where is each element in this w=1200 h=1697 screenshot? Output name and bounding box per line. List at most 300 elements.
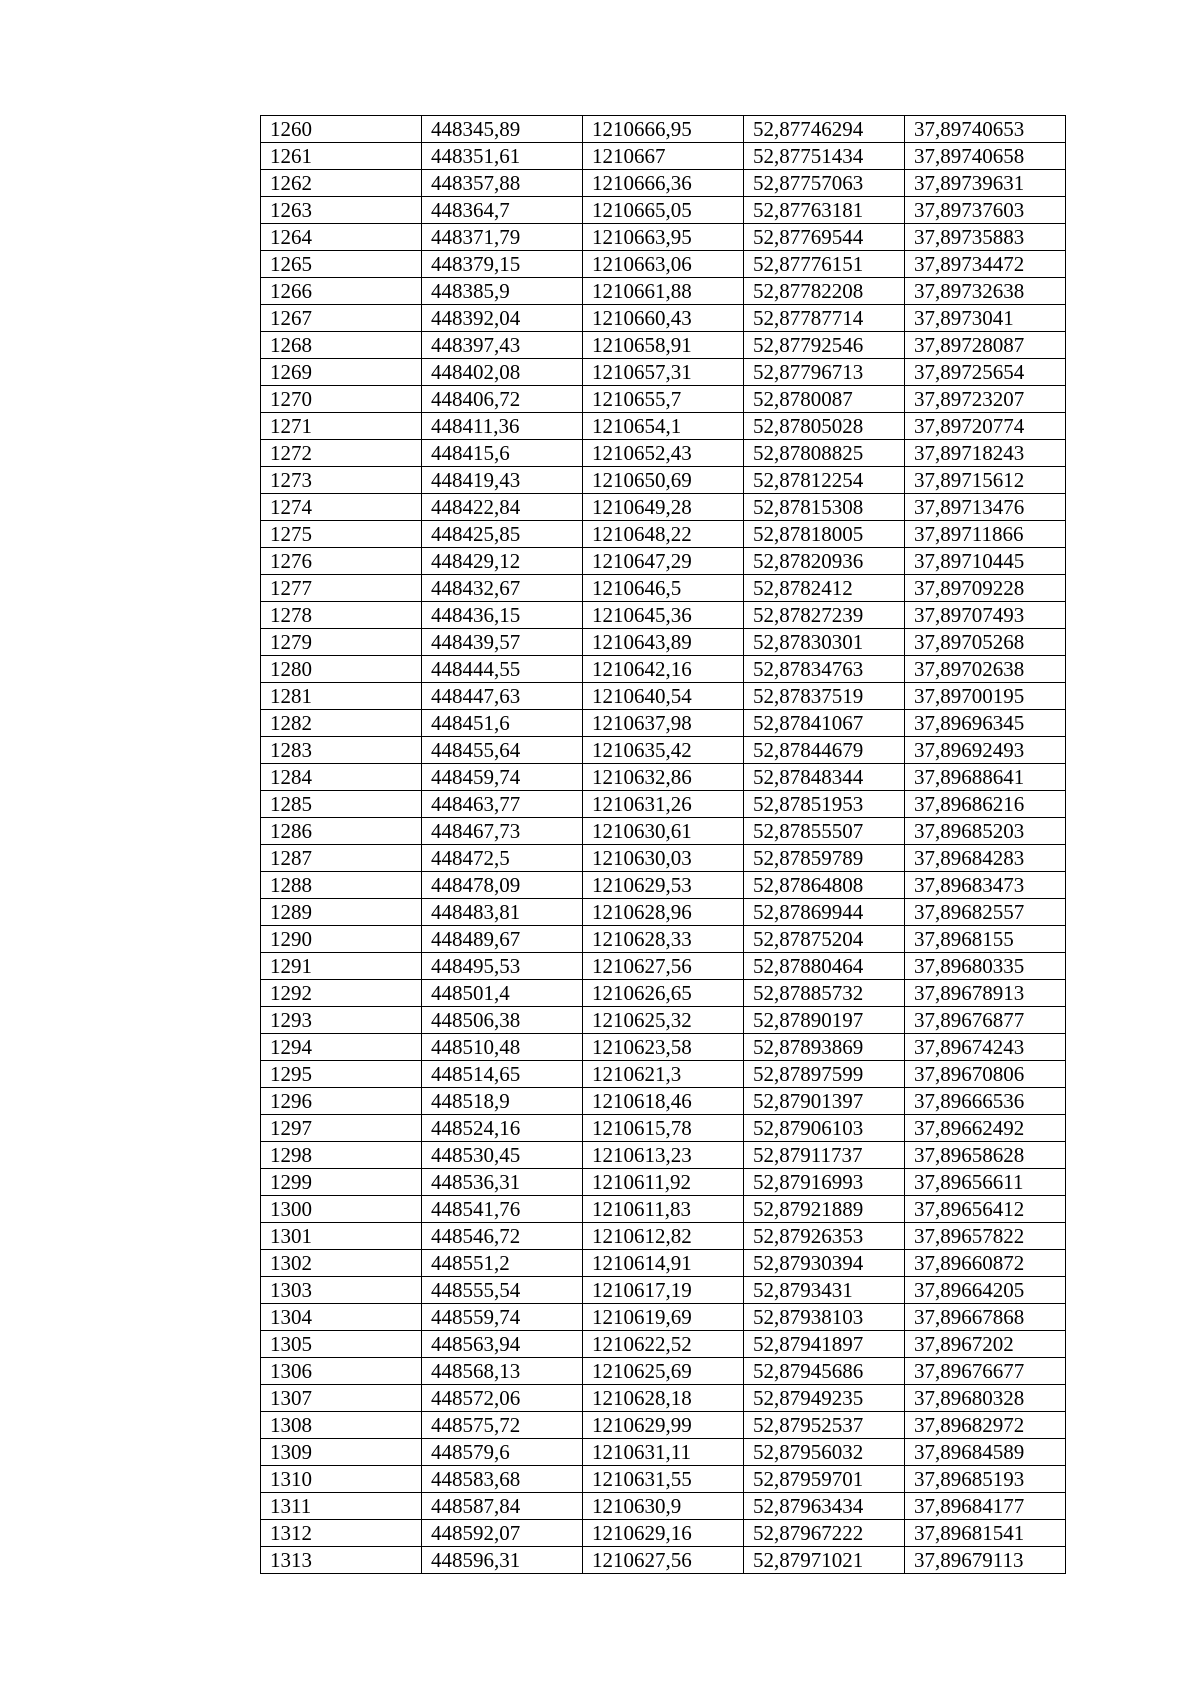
point-number-cell: 1309 [261, 1439, 422, 1466]
y-coordinate-cell: 1210666,95 [583, 116, 744, 143]
x-coordinate-cell: 448483,81 [422, 899, 583, 926]
point-number-cell: 1300 [261, 1196, 422, 1223]
x-coordinate-cell: 448379,15 [422, 251, 583, 278]
longitude-cell: 37,89685203 [905, 818, 1066, 845]
table-row [261, 1277, 1066, 1304]
y-coordinate-cell: 1210642,16 [583, 656, 744, 683]
longitude-cell: 37,89702638 [905, 656, 1066, 683]
point-number-cell: 1263 [261, 197, 422, 224]
latitude-cell: 52,87941897 [744, 1331, 905, 1358]
y-coordinate-cell: 1210630,03 [583, 845, 744, 872]
table-row [261, 845, 1066, 872]
longitude-cell: 37,89740653 [905, 116, 1066, 143]
y-coordinate-cell: 1210667 [583, 143, 744, 170]
longitude-cell: 37,89657822 [905, 1223, 1066, 1250]
table-row [261, 1547, 1066, 1574]
y-coordinate-cell: 1210612,82 [583, 1223, 744, 1250]
table-row [261, 359, 1066, 386]
longitude-cell: 37,89686216 [905, 791, 1066, 818]
table-row [261, 1088, 1066, 1115]
table-row [261, 1439, 1066, 1466]
y-coordinate-cell: 1210654,1 [583, 413, 744, 440]
latitude-cell: 52,87921889 [744, 1196, 905, 1223]
point-number-cell: 1268 [261, 332, 422, 359]
y-coordinate-cell: 1210660,43 [583, 305, 744, 332]
latitude-cell: 52,87926353 [744, 1223, 905, 1250]
longitude-cell: 37,89734472 [905, 251, 1066, 278]
x-coordinate-cell: 448357,88 [422, 170, 583, 197]
x-coordinate-cell: 448371,79 [422, 224, 583, 251]
y-coordinate-cell: 1210647,29 [583, 548, 744, 575]
latitude-cell: 52,87782208 [744, 278, 905, 305]
point-number-cell: 1311 [261, 1493, 422, 1520]
latitude-cell: 52,87769544 [744, 224, 905, 251]
x-coordinate-cell: 448572,06 [422, 1385, 583, 1412]
x-coordinate-cell: 448510,48 [422, 1034, 583, 1061]
table-row [261, 1196, 1066, 1223]
table-row [261, 926, 1066, 953]
table-row [261, 1412, 1066, 1439]
x-coordinate-cell: 448530,45 [422, 1142, 583, 1169]
longitude-cell: 37,89740658 [905, 143, 1066, 170]
longitude-cell: 37,89718243 [905, 440, 1066, 467]
x-coordinate-cell: 448546,72 [422, 1223, 583, 1250]
longitude-cell: 37,89713476 [905, 494, 1066, 521]
table-row [261, 1358, 1066, 1385]
y-coordinate-cell: 1210666,36 [583, 170, 744, 197]
x-coordinate-cell: 448583,68 [422, 1466, 583, 1493]
latitude-cell: 52,87930394 [744, 1250, 905, 1277]
latitude-cell: 52,87837519 [744, 683, 905, 710]
point-number-cell: 1296 [261, 1088, 422, 1115]
point-number-cell: 1262 [261, 170, 422, 197]
y-coordinate-cell: 1210623,58 [583, 1034, 744, 1061]
x-coordinate-cell: 448422,84 [422, 494, 583, 521]
x-coordinate-cell: 448587,84 [422, 1493, 583, 1520]
table-row [261, 143, 1066, 170]
y-coordinate-cell: 1210645,36 [583, 602, 744, 629]
latitude-cell: 52,87820936 [744, 548, 905, 575]
latitude-cell: 52,87830301 [744, 629, 905, 656]
x-coordinate-cell: 448451,6 [422, 710, 583, 737]
y-coordinate-cell: 1210619,69 [583, 1304, 744, 1331]
latitude-cell: 52,87827239 [744, 602, 905, 629]
table-row [261, 1520, 1066, 1547]
latitude-cell: 52,87855507 [744, 818, 905, 845]
x-coordinate-cell: 448514,65 [422, 1061, 583, 1088]
point-number-cell: 1299 [261, 1169, 422, 1196]
x-coordinate-cell: 448436,15 [422, 602, 583, 629]
longitude-cell: 37,89681541 [905, 1520, 1066, 1547]
latitude-cell: 52,87901397 [744, 1088, 905, 1115]
x-coordinate-cell: 448411,36 [422, 413, 583, 440]
latitude-cell: 52,8793431 [744, 1277, 905, 1304]
y-coordinate-cell: 1210630,61 [583, 818, 744, 845]
y-coordinate-cell: 1210626,65 [583, 980, 744, 1007]
y-coordinate-cell: 1210663,95 [583, 224, 744, 251]
y-coordinate-cell: 1210611,83 [583, 1196, 744, 1223]
latitude-cell: 52,87805028 [744, 413, 905, 440]
x-coordinate-cell: 448444,55 [422, 656, 583, 683]
table-row [261, 602, 1066, 629]
table-row [261, 710, 1066, 737]
table-row [261, 1142, 1066, 1169]
longitude-cell: 37,89680335 [905, 953, 1066, 980]
x-coordinate-cell: 448563,94 [422, 1331, 583, 1358]
y-coordinate-cell: 1210613,23 [583, 1142, 744, 1169]
latitude-cell: 52,87956032 [744, 1439, 905, 1466]
point-number-cell: 1290 [261, 926, 422, 953]
y-coordinate-cell: 1210618,46 [583, 1088, 744, 1115]
y-coordinate-cell: 1210628,33 [583, 926, 744, 953]
y-coordinate-cell: 1210661,88 [583, 278, 744, 305]
y-coordinate-cell: 1210631,26 [583, 791, 744, 818]
table-row [261, 305, 1066, 332]
table-row [261, 818, 1066, 845]
longitude-cell: 37,89674243 [905, 1034, 1066, 1061]
longitude-cell: 37,89676677 [905, 1358, 1066, 1385]
x-coordinate-cell: 448524,16 [422, 1115, 583, 1142]
longitude-cell: 37,8967202 [905, 1331, 1066, 1358]
longitude-cell: 37,89705268 [905, 629, 1066, 656]
latitude-cell: 52,87911737 [744, 1142, 905, 1169]
longitude-cell: 37,89709228 [905, 575, 1066, 602]
point-number-cell: 1312 [261, 1520, 422, 1547]
x-coordinate-cell: 448551,2 [422, 1250, 583, 1277]
latitude-cell: 52,87869944 [744, 899, 905, 926]
latitude-cell: 52,87746294 [744, 116, 905, 143]
x-coordinate-cell: 448351,61 [422, 143, 583, 170]
table-row [261, 1466, 1066, 1493]
longitude-cell: 37,89739631 [905, 170, 1066, 197]
table-row [261, 1304, 1066, 1331]
longitude-cell: 37,89710445 [905, 548, 1066, 575]
point-number-cell: 1270 [261, 386, 422, 413]
point-number-cell: 1306 [261, 1358, 422, 1385]
point-number-cell: 1277 [261, 575, 422, 602]
longitude-cell: 37,89670806 [905, 1061, 1066, 1088]
longitude-cell: 37,89658628 [905, 1142, 1066, 1169]
latitude-cell: 52,87875204 [744, 926, 905, 953]
point-number-cell: 1293 [261, 1007, 422, 1034]
y-coordinate-cell: 1210629,16 [583, 1520, 744, 1547]
point-number-cell: 1295 [261, 1061, 422, 1088]
table-row [261, 629, 1066, 656]
point-number-cell: 1283 [261, 737, 422, 764]
point-number-cell: 1273 [261, 467, 422, 494]
latitude-cell: 52,87906103 [744, 1115, 905, 1142]
point-number-cell: 1282 [261, 710, 422, 737]
longitude-cell: 37,89723207 [905, 386, 1066, 413]
x-coordinate-cell: 448541,76 [422, 1196, 583, 1223]
table-row [261, 413, 1066, 440]
table-row [261, 251, 1066, 278]
longitude-cell: 37,89667868 [905, 1304, 1066, 1331]
longitude-cell: 37,8973041 [905, 305, 1066, 332]
latitude-cell: 52,87815308 [744, 494, 905, 521]
longitude-cell: 37,89707493 [905, 602, 1066, 629]
x-coordinate-cell: 448455,64 [422, 737, 583, 764]
longitude-cell: 37,89735883 [905, 224, 1066, 251]
table-row [261, 1493, 1066, 1520]
point-number-cell: 1289 [261, 899, 422, 926]
x-coordinate-cell: 448559,74 [422, 1304, 583, 1331]
point-number-cell: 1265 [261, 251, 422, 278]
point-number-cell: 1310 [261, 1466, 422, 1493]
table-row [261, 548, 1066, 575]
table-row [261, 872, 1066, 899]
point-number-cell: 1294 [261, 1034, 422, 1061]
point-number-cell: 1286 [261, 818, 422, 845]
point-number-cell: 1266 [261, 278, 422, 305]
y-coordinate-cell: 1210611,92 [583, 1169, 744, 1196]
y-coordinate-cell: 1210628,96 [583, 899, 744, 926]
point-number-cell: 1307 [261, 1385, 422, 1412]
y-coordinate-cell: 1210630,9 [583, 1493, 744, 1520]
latitude-cell: 52,87949235 [744, 1385, 905, 1412]
x-coordinate-cell: 448518,9 [422, 1088, 583, 1115]
x-coordinate-cell: 448385,9 [422, 278, 583, 305]
x-coordinate-cell: 448501,4 [422, 980, 583, 1007]
x-coordinate-cell: 448397,43 [422, 332, 583, 359]
point-number-cell: 1292 [261, 980, 422, 1007]
longitude-cell: 37,89666536 [905, 1088, 1066, 1115]
table-row [261, 953, 1066, 980]
longitude-cell: 37,89662492 [905, 1115, 1066, 1142]
y-coordinate-cell: 1210635,42 [583, 737, 744, 764]
point-number-cell: 1278 [261, 602, 422, 629]
table-row [261, 899, 1066, 926]
x-coordinate-cell: 448415,6 [422, 440, 583, 467]
y-coordinate-cell: 1210617,19 [583, 1277, 744, 1304]
point-number-cell: 1313 [261, 1547, 422, 1574]
point-number-cell: 1279 [261, 629, 422, 656]
latitude-cell: 52,8782412 [744, 575, 905, 602]
latitude-cell: 52,87885732 [744, 980, 905, 1007]
y-coordinate-cell: 1210657,31 [583, 359, 744, 386]
latitude-cell: 52,87963434 [744, 1493, 905, 1520]
point-number-cell: 1260 [261, 116, 422, 143]
x-coordinate-cell: 448506,38 [422, 1007, 583, 1034]
longitude-cell: 37,89683473 [905, 872, 1066, 899]
latitude-cell: 52,87841067 [744, 710, 905, 737]
longitude-cell: 37,89737603 [905, 197, 1066, 224]
table-row [261, 764, 1066, 791]
point-number-cell: 1304 [261, 1304, 422, 1331]
latitude-cell: 52,87938103 [744, 1304, 905, 1331]
latitude-cell: 52,87848344 [744, 764, 905, 791]
longitude-cell: 37,89684177 [905, 1493, 1066, 1520]
longitude-cell: 37,89732638 [905, 278, 1066, 305]
x-coordinate-cell: 448489,67 [422, 926, 583, 953]
latitude-cell: 52,87893869 [744, 1034, 905, 1061]
y-coordinate-cell: 1210629,53 [583, 872, 744, 899]
longitude-cell: 37,89725654 [905, 359, 1066, 386]
point-number-cell: 1291 [261, 953, 422, 980]
x-coordinate-cell: 448345,89 [422, 116, 583, 143]
y-coordinate-cell: 1210631,55 [583, 1466, 744, 1493]
longitude-cell: 37,89684283 [905, 845, 1066, 872]
table-row [261, 440, 1066, 467]
y-coordinate-cell: 1210622,52 [583, 1331, 744, 1358]
longitude-cell: 37,89664205 [905, 1277, 1066, 1304]
latitude-cell: 52,87959701 [744, 1466, 905, 1493]
point-number-cell: 1302 [261, 1250, 422, 1277]
longitude-cell: 37,89696345 [905, 710, 1066, 737]
y-coordinate-cell: 1210627,56 [583, 1547, 744, 1574]
latitude-cell: 52,87864808 [744, 872, 905, 899]
latitude-cell: 52,87844679 [744, 737, 905, 764]
longitude-cell: 37,89711866 [905, 521, 1066, 548]
table-row [261, 737, 1066, 764]
point-number-cell: 1287 [261, 845, 422, 872]
longitude-cell: 37,89692493 [905, 737, 1066, 764]
longitude-cell: 37,89682557 [905, 899, 1066, 926]
latitude-cell: 52,87812254 [744, 467, 905, 494]
x-coordinate-cell: 448419,43 [422, 467, 583, 494]
x-coordinate-cell: 448463,77 [422, 791, 583, 818]
table-row [261, 1250, 1066, 1277]
point-number-cell: 1269 [261, 359, 422, 386]
point-number-cell: 1275 [261, 521, 422, 548]
x-coordinate-cell: 448596,31 [422, 1547, 583, 1574]
longitude-cell: 37,89684589 [905, 1439, 1066, 1466]
x-coordinate-cell: 448425,85 [422, 521, 583, 548]
table-row [261, 1223, 1066, 1250]
y-coordinate-cell: 1210643,89 [583, 629, 744, 656]
y-coordinate-cell: 1210646,5 [583, 575, 744, 602]
latitude-cell: 52,87851953 [744, 791, 905, 818]
table-row [261, 791, 1066, 818]
table-row [261, 980, 1066, 1007]
latitude-cell: 52,87834763 [744, 656, 905, 683]
x-coordinate-cell: 448364,7 [422, 197, 583, 224]
y-coordinate-cell: 1210629,99 [583, 1412, 744, 1439]
point-number-cell: 1264 [261, 224, 422, 251]
y-coordinate-cell: 1210665,05 [583, 197, 744, 224]
y-coordinate-cell: 1210632,86 [583, 764, 744, 791]
longitude-cell: 37,89685193 [905, 1466, 1066, 1493]
table-row [261, 494, 1066, 521]
x-coordinate-cell: 448429,12 [422, 548, 583, 575]
x-coordinate-cell: 448406,72 [422, 386, 583, 413]
longitude-cell: 37,89682972 [905, 1412, 1066, 1439]
latitude-cell: 52,87971021 [744, 1547, 905, 1574]
longitude-cell: 37,89728087 [905, 332, 1066, 359]
point-number-cell: 1276 [261, 548, 422, 575]
table-row [261, 467, 1066, 494]
y-coordinate-cell: 1210648,22 [583, 521, 744, 548]
y-coordinate-cell: 1210614,91 [583, 1250, 744, 1277]
latitude-cell: 52,87776151 [744, 251, 905, 278]
table-row [261, 1169, 1066, 1196]
y-coordinate-cell: 1210649,28 [583, 494, 744, 521]
table-row [261, 656, 1066, 683]
table-row [261, 116, 1066, 143]
longitude-cell: 37,89656611 [905, 1169, 1066, 1196]
table-row [261, 332, 1066, 359]
y-coordinate-cell: 1210663,06 [583, 251, 744, 278]
y-coordinate-cell: 1210655,7 [583, 386, 744, 413]
latitude-cell: 52,87967222 [744, 1520, 905, 1547]
y-coordinate-cell: 1210658,91 [583, 332, 744, 359]
point-number-cell: 1271 [261, 413, 422, 440]
x-coordinate-cell: 448459,74 [422, 764, 583, 791]
latitude-cell: 52,87757063 [744, 170, 905, 197]
x-coordinate-cell: 448575,72 [422, 1412, 583, 1439]
longitude-cell: 37,89688641 [905, 764, 1066, 791]
latitude-cell: 52,87763181 [744, 197, 905, 224]
table-row [261, 1385, 1066, 1412]
point-number-cell: 1305 [261, 1331, 422, 1358]
longitude-cell: 37,89720774 [905, 413, 1066, 440]
point-number-cell: 1303 [261, 1277, 422, 1304]
coordinates-table [260, 115, 1066, 1574]
x-coordinate-cell: 448392,04 [422, 305, 583, 332]
x-coordinate-cell: 448495,53 [422, 953, 583, 980]
latitude-cell: 52,87808825 [744, 440, 905, 467]
longitude-cell: 37,8968155 [905, 926, 1066, 953]
x-coordinate-cell: 448402,08 [422, 359, 583, 386]
x-coordinate-cell: 448568,13 [422, 1358, 583, 1385]
x-coordinate-cell: 448432,67 [422, 575, 583, 602]
latitude-cell: 52,87818005 [744, 521, 905, 548]
x-coordinate-cell: 448478,09 [422, 872, 583, 899]
table-row [261, 683, 1066, 710]
x-coordinate-cell: 448467,73 [422, 818, 583, 845]
y-coordinate-cell: 1210615,78 [583, 1115, 744, 1142]
table-row [261, 197, 1066, 224]
latitude-cell: 52,87916993 [744, 1169, 905, 1196]
x-coordinate-cell: 448447,63 [422, 683, 583, 710]
latitude-cell: 52,87792546 [744, 332, 905, 359]
latitude-cell: 52,87859789 [744, 845, 905, 872]
y-coordinate-cell: 1210628,18 [583, 1385, 744, 1412]
table-row [261, 224, 1066, 251]
y-coordinate-cell: 1210652,43 [583, 440, 744, 467]
point-number-cell: 1272 [261, 440, 422, 467]
table-row [261, 521, 1066, 548]
table-row [261, 1061, 1066, 1088]
latitude-cell: 52,87751434 [744, 143, 905, 170]
y-coordinate-cell: 1210637,98 [583, 710, 744, 737]
x-coordinate-cell: 448579,6 [422, 1439, 583, 1466]
x-coordinate-cell: 448439,57 [422, 629, 583, 656]
point-number-cell: 1267 [261, 305, 422, 332]
latitude-cell: 52,87890197 [744, 1007, 905, 1034]
table-row [261, 278, 1066, 305]
point-number-cell: 1261 [261, 143, 422, 170]
longitude-cell: 37,89679113 [905, 1547, 1066, 1574]
latitude-cell: 52,87880464 [744, 953, 905, 980]
point-number-cell: 1274 [261, 494, 422, 521]
y-coordinate-cell: 1210625,32 [583, 1007, 744, 1034]
y-coordinate-cell: 1210625,69 [583, 1358, 744, 1385]
y-coordinate-cell: 1210627,56 [583, 953, 744, 980]
x-coordinate-cell: 448555,54 [422, 1277, 583, 1304]
x-coordinate-cell: 448592,07 [422, 1520, 583, 1547]
longitude-cell: 37,89678913 [905, 980, 1066, 1007]
longitude-cell: 37,89680328 [905, 1385, 1066, 1412]
point-number-cell: 1284 [261, 764, 422, 791]
point-number-cell: 1280 [261, 656, 422, 683]
latitude-cell: 52,87897599 [744, 1061, 905, 1088]
x-coordinate-cell: 448472,5 [422, 845, 583, 872]
latitude-cell: 52,87945686 [744, 1358, 905, 1385]
longitude-cell: 37,89660872 [905, 1250, 1066, 1277]
coordinates-table-body [261, 116, 1066, 1574]
longitude-cell: 37,89700195 [905, 683, 1066, 710]
